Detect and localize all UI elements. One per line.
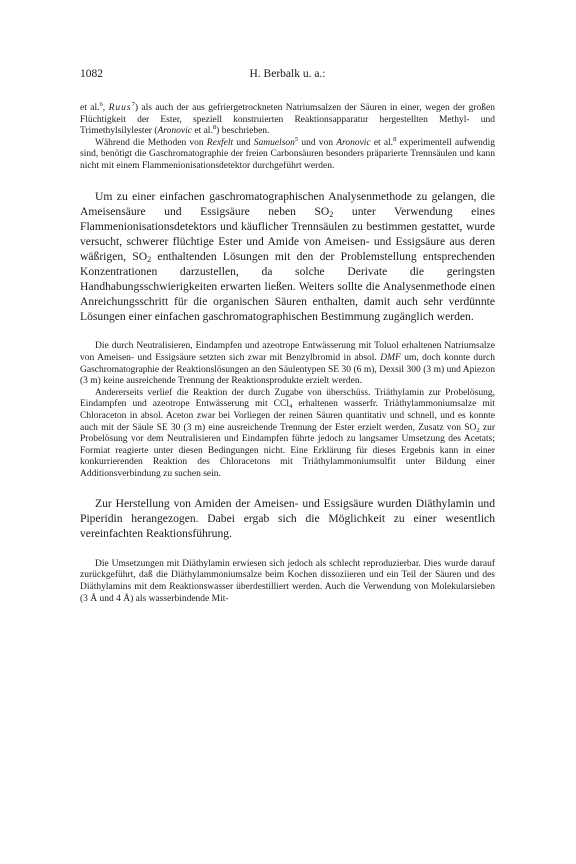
- page-number: 1082: [80, 68, 103, 80]
- reference-marker: 8: [393, 135, 397, 143]
- solvent-abbreviation: DMF: [380, 353, 401, 363]
- paragraph-methods-comparison: Während die Methoden von Rexfelt und Samuelson$^5$ und von Aronovic et al.$^8$ experimentell aufwendig sind, benötigt die Gaschromatographie der freien Carbonsäuren besonders präparierte Trennsäulen und kann nicht mit einem Flammenionisationsdetektor durchgeführt werden.: [80, 135, 496, 171]
- author-name: Aronovic: [157, 126, 192, 137]
- main-text-section-1: [80, 189, 495, 325]
- running-head: H. Berbalk u. a.:: [249, 68, 326, 80]
- journal-page: [80, 68, 495, 605]
- reference-marker: 8: [212, 124, 217, 132]
- paragraph-benzyl-esters: Die durch Neutralisieren, Eindampfen und azeotrope Entwässerung mit Toluol erhaltenen Natriumsalze von Ameisen- und Essigsäure setzten sich zwar mit Benzylbromid in absol. DMF um, doch konnte durch Gaschromatographie der Reaktionslösungen an den Säulentypen SE 30 (6 m), Dexsil 300 (3 m) und Apiezon (3 m) keine ausreichende Trennung der Reaktionsprodukte erzielt werden.: [80, 341, 495, 387]
- small-print-section-3: [80, 559, 495, 605]
- reference-marker: 6: [99, 101, 103, 108]
- author-name: Rexfelt: [206, 137, 234, 148]
- reference-marker: 5: [294, 135, 299, 143]
- paragraph-methods-review: et al.$^6$, Ruus$^7$) als auch der aus gefriergetrockneten Natriumsalzen der Säuren in einer, wegen der großen Flüchtigkeit der Ester, speziell konstruierten Reaktionsapparatur hergestellten Methyl- und Trimethylsilylester (Aronovic et al.$^8$) beschrieben.: [80, 101, 496, 137]
- main-text-section-2: [80, 496, 495, 541]
- paragraph-chloraceton-esters: Andererseits verlief die Reaktion der durch Zugabe von überschüss. Triäthylamin zur Probelösung, Eindampfen und azeotrope Entwässerung mit CCl$_4$ erhaltenen wasserfr. Triäthylammoniumsalze mit Chloraceton in absol. Aceton zwar bei Vorliegen der reinen Säuren quantitativ und schnell, und es konnte auch mit der Säule SE 30 (3 m) eine ausreichende Trennung der Ester erzielt werden, Zusatz von $SO_2$ zur Probelösung vor dem Neutralisieren und Eindampfen führte jedoch zu langsamer Umsetzung des Acetats; Formiat reagierte unter diesen Bedingungen nicht. Eine Erklärung für dieses Ergebnis kann in einer konkurrierenden Reaktion des Chloracetons mit Triäthylammoniumsulfit unter Bildung einer Additionsverbindung zu suchen sein.: [80, 387, 495, 479]
- page-header: [80, 68, 495, 86]
- reference-marker: 7: [131, 101, 135, 108]
- author-name: Ruus: [108, 103, 132, 113]
- author-name: Aronovic: [336, 137, 371, 148]
- author-name: Samuelson: [253, 137, 295, 148]
- small-print-section-2: [80, 341, 495, 480]
- paragraph-diethylamine: Die Umsetzungen mit Diäthylamin erwiesen sich jedoch als schlecht reproduzierbar. Dies wurde darauf zurückgeführt, daß die Diäthylammoniumsalze beim Kochen dissoziieren und ein Teil der Säuren und des Diäthylamins mit dem Reaktionswasser überdestilliert werden. Auch die Verwendung von Molekularsieben (3 Å und 4 Å) als wasserbindende Mit-: [80, 558, 495, 604]
- paragraph-objective: Um zu einer einfachen gaschromatographischen Analysenmethode zu gelangen, die Ameisensäure und Essigsäure neben $SO_2$ unter Verwendung eines Flammenionisationsdetektors und käuflicher Trennsäulen zu bestimmen gestattet, wurde versucht, schwerer flüchtige Ester und Amide von Ameisen- und Essigsäure aus deren wäßrigen, $SO_2$ enthaltenden Lösungen mit den der Problemstellung entsprechenden Konzentrationen darzustellen, da solche Derivate die geringsten Handhabungsschwierigkeiten erwarten ließen. Weiters sollte die Analysenmethode einen Anreichungsschritt für die organischen Säuren enthalten, damit auch sehr verdünnte Lösungen einer einfachen gaschromatographischen Bestimmung zugänglich werden.: [80, 189, 495, 324]
- paragraph-amides: Zur Herstellung von Amiden der Ameisen- und Essigsäure wurden Diäthylamin und Piperidin herangezogen. Dabei ergab sich die Möglichkeit zu einer wesentlich vereinfachten Reaktionsführung.: [80, 496, 495, 540]
- small-print-section-1: [80, 103, 495, 173]
